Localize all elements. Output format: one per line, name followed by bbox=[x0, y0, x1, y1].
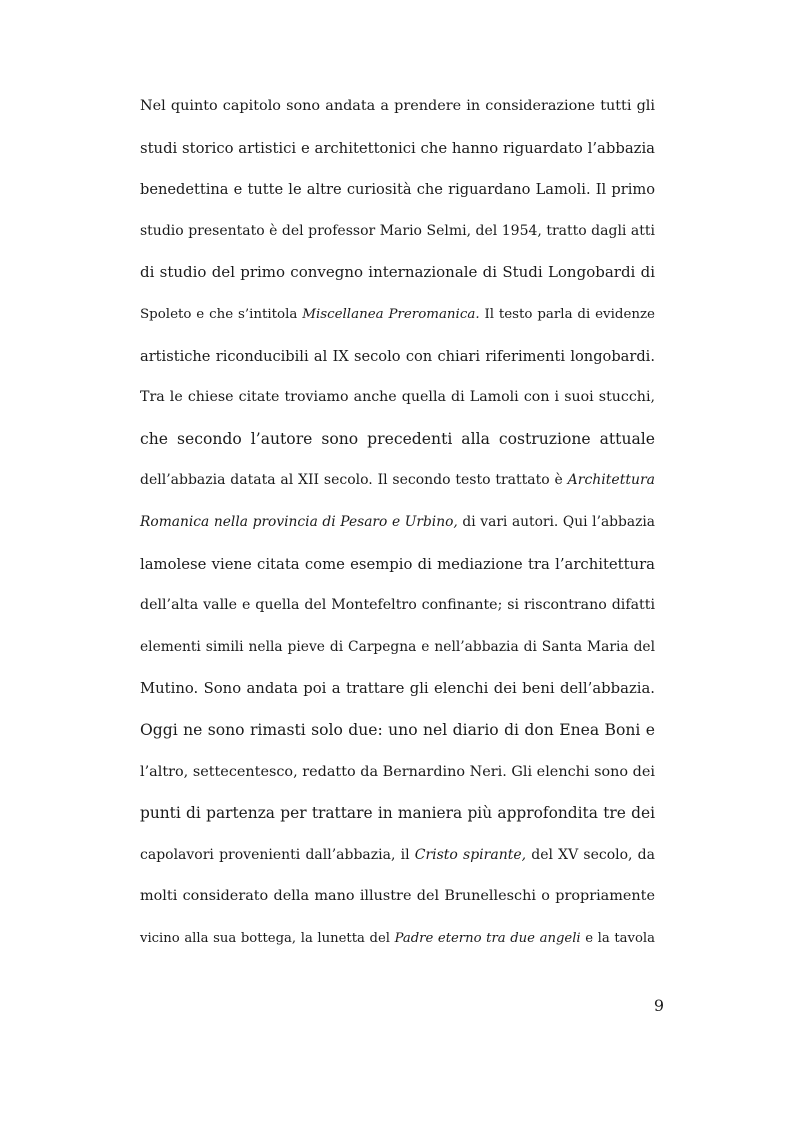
text-line bbox=[140, 918, 655, 960]
italic-title: Romanica nella provincia di Pesaro e Urbino, bbox=[140, 513, 458, 530]
text-run: elementi simili nella pieve di Carpegna e nell’abbazia di Santa Maria del bbox=[140, 638, 655, 655]
text-line bbox=[140, 835, 655, 877]
text-line bbox=[140, 294, 655, 336]
text-run: Tra le chiese citate troviamo anche quella di Lamoli con i suoi stucchi, bbox=[140, 389, 655, 406]
text-line bbox=[140, 252, 655, 294]
text-run: capolavori provenienti dall’abbazia, il bbox=[140, 846, 415, 863]
text-run: e la tavola bbox=[580, 930, 656, 946]
text-line bbox=[140, 710, 655, 752]
body-text bbox=[140, 86, 655, 959]
text-line bbox=[140, 752, 655, 794]
text-line bbox=[140, 668, 655, 710]
text-run: Oggi ne sono rimasti solo due: uno nel diario di don Enea Boni e bbox=[140, 720, 655, 739]
text-run: vicino alla sua bottega, la lunetta del bbox=[140, 930, 395, 946]
text-run: che secondo l’autore sono precedenti alla costruzione attuale bbox=[140, 429, 655, 448]
italic-title: Architettura bbox=[567, 472, 655, 489]
text-run: molti considerato della mano illustre del Brunelleschi o propriamente bbox=[140, 888, 655, 905]
text-run: studio presentato è del professor Mario Selmi, del 1954, tratto dagli atti bbox=[140, 222, 655, 239]
page-number: 9 bbox=[653, 996, 664, 1015]
text-run: di studio del primo convegno internazionale di Studi Longobardi di bbox=[140, 263, 655, 282]
text-line bbox=[140, 460, 655, 502]
text-line bbox=[140, 544, 655, 586]
text-line bbox=[140, 793, 655, 835]
text-run: Il testo parla di evidenze bbox=[479, 306, 655, 322]
text-run: benedettina e tutte le altre curiosità che riguardano Lamoli. Il primo bbox=[140, 181, 655, 199]
text-run: del XV secolo, da bbox=[526, 846, 655, 863]
text-run: dell’alta valle e quella del Montefeltro confinante; si riscontrano difatti bbox=[140, 597, 655, 614]
text-run: l’altro, settecentesco, redatto da Bernardino Neri. Gli elenchi sono dei bbox=[140, 763, 655, 780]
text-line bbox=[140, 128, 655, 170]
text-line bbox=[140, 585, 655, 627]
text-line bbox=[140, 502, 655, 544]
text-run: artistiche riconducibili al IX secolo con chiari riferimenti longobardi. bbox=[140, 347, 655, 365]
text-line bbox=[140, 336, 655, 378]
text-line bbox=[140, 377, 655, 419]
text-run: Spoleto e che s’intitola bbox=[140, 306, 303, 322]
text-line bbox=[140, 169, 655, 211]
text-line bbox=[140, 86, 655, 128]
text-line bbox=[140, 419, 655, 461]
italic-title: Cristo spirante, bbox=[414, 846, 527, 863]
text-line bbox=[140, 211, 655, 253]
text-run: punti di partenza per trattare in maniera più approfondita tre dei bbox=[140, 804, 655, 823]
text-run: lamolese viene citata come esempio di mediazione tra l’architettura bbox=[140, 555, 655, 573]
text-run: Mutino. Sono andata poi a trattare gli elenchi dei beni dell’abbazia. bbox=[140, 680, 655, 698]
italic-title: Padre eterno tra due angeli bbox=[394, 930, 581, 946]
text-run: studi storico artistici e architettonici che hanno riguardato l’abbazia bbox=[140, 139, 655, 157]
text-run: di vari autori. Qui l’abbazia bbox=[457, 513, 655, 530]
text-line bbox=[140, 876, 655, 918]
text-run: Nel quinto capitolo sono andata a prendere in considerazione tutti gli bbox=[140, 98, 655, 114]
text-run: dell’abbazia datata al XII secolo. Il secondo testo trattato è bbox=[140, 472, 568, 489]
italic-title: Miscellanea Preromanica. bbox=[302, 306, 480, 322]
text-line bbox=[140, 627, 655, 669]
